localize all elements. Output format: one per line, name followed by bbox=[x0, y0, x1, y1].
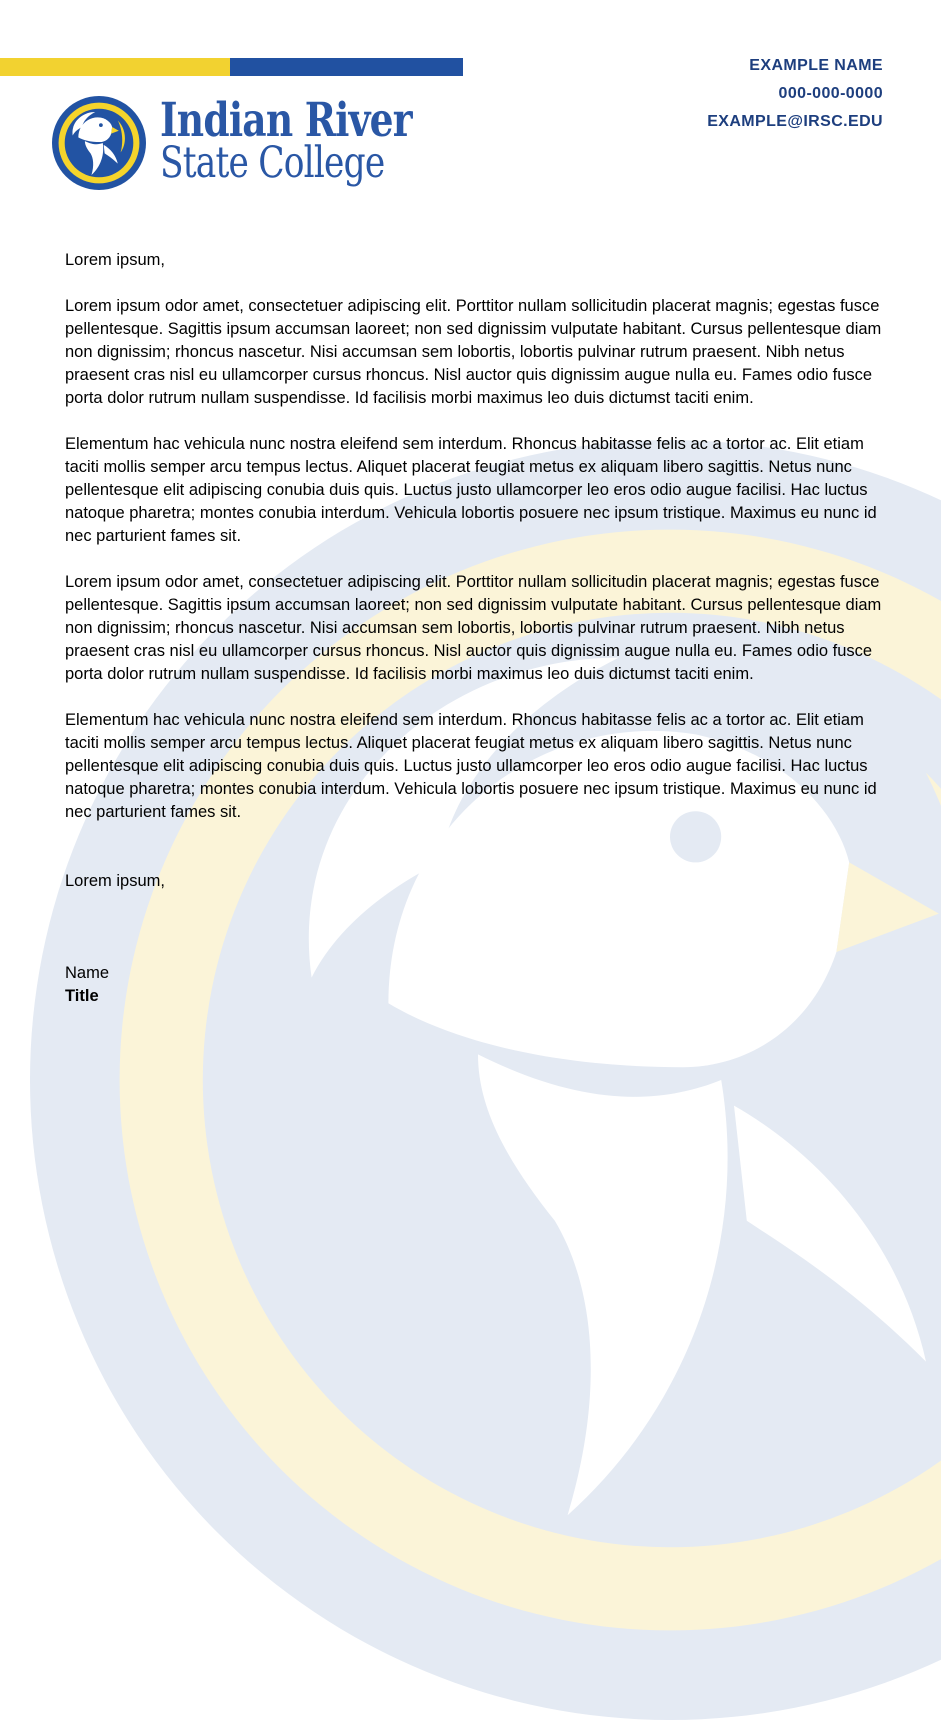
signature-block bbox=[65, 962, 883, 1008]
college-logo bbox=[52, 93, 475, 190]
contact-email: EXAMPLE@IRSC.EDU bbox=[707, 113, 883, 130]
paragraph-3: Lorem ipsum odor amet, consectetuer adipiscing elit. Porttitor nullam sollicitudin placerat magnis; egestas fusce pellentesque. Sagittis ipsum accumsan laoreet; non sed dignissim vulputate habitant. Cursus pellentesque diam non dignissim; rhoncus nascetur. Nisi accumsan sem lobortis, lobortis pulvinar rutrum praesent. Nibh netus praesent cras nisl eu ullamcorper cursus rhoncus. Nisl auctor quis dignissim augue nulla eu. Fames odio fusce porta dolor rutrum nullam suspendisse. Id facilisis morbi maximus leo duis dictumst taciti enim. bbox=[65, 573, 882, 683]
wordmark-line2: State College bbox=[160, 138, 385, 188]
accent-bar-blue bbox=[230, 58, 463, 76]
paragraph-4: Elementum hac vehicula nunc nostra eleifend sem interdum. Rhoncus habitasse felis ac a tortor ac. Elit etiam taciti mollis semper arcu tempus lectus. Aliquet placerat feugiat metus ex aliquam libero sagittis. Netus nunc pellentesque elit adipiscing conubia duis quis. Luctus justo ullamcorper leo eros odio augue facilisi. Hac luctus natoque pharetra; montes conubia interdum. Vehicula lobortis posuere nec ipsum tristique. Maximus eu nunc id nec parturient fames sit. bbox=[65, 711, 877, 821]
accent-bar-yellow bbox=[0, 58, 230, 76]
signature-name: Name bbox=[65, 964, 110, 982]
paragraph-2: Elementum hac vehicula nunc nostra eleifend sem interdum. Rhoncus habitasse felis ac a tortor ac. Elit etiam taciti mollis semper arcu tempus lectus. Aliquet placerat feugiat metus ex aliquam libero sagittis. Netus nunc pellentesque elit adipiscing conubia duis quis. Luctus justo ullamcorper leo eros odio augue facilisi. Hac luctus natoque pharetra; montes conubia interdum. Vehicula lobortis posuere nec ipsum tristique. Maximus eu nunc id nec parturient fames sit. bbox=[65, 435, 877, 545]
contact-phone: 000-000-0000 bbox=[778, 85, 883, 102]
contact-name: EXAMPLE NAME bbox=[749, 57, 883, 74]
wordmark-line1: Indian River bbox=[160, 93, 412, 148]
paragraph-1: Lorem ipsum odor amet, consectetuer adipiscing elit. Porttitor nullam sollicitudin placerat magnis; egestas fusce pellentesque. Sagittis ipsum accumsan laoreet; non sed dignissim vulputate habitant. Cursus pellentesque diam non dignissim; rhoncus nascetur. Nisi accumsan sem lobortis, lobortis pulvinar rutrum praesent. Nibh netus praesent cras nisl eu ullamcorper cursus rhoncus. Nisl auctor quis dignissim augue nulla eu. Fames odio fusce porta dolor rutrum nullam suspendisse. Id facilisis morbi maximus leo duis dictumst taciti enim. bbox=[65, 297, 882, 407]
salutation: Lorem ipsum, bbox=[65, 251, 165, 269]
contact-block bbox=[707, 52, 883, 136]
accent-bar bbox=[0, 58, 463, 76]
letter-body bbox=[65, 249, 883, 1008]
irsc-eagle-icon bbox=[52, 96, 146, 190]
closing: Lorem ipsum, bbox=[65, 872, 165, 890]
signature-title: Title bbox=[65, 987, 99, 1005]
college-wordmark bbox=[160, 93, 475, 188]
